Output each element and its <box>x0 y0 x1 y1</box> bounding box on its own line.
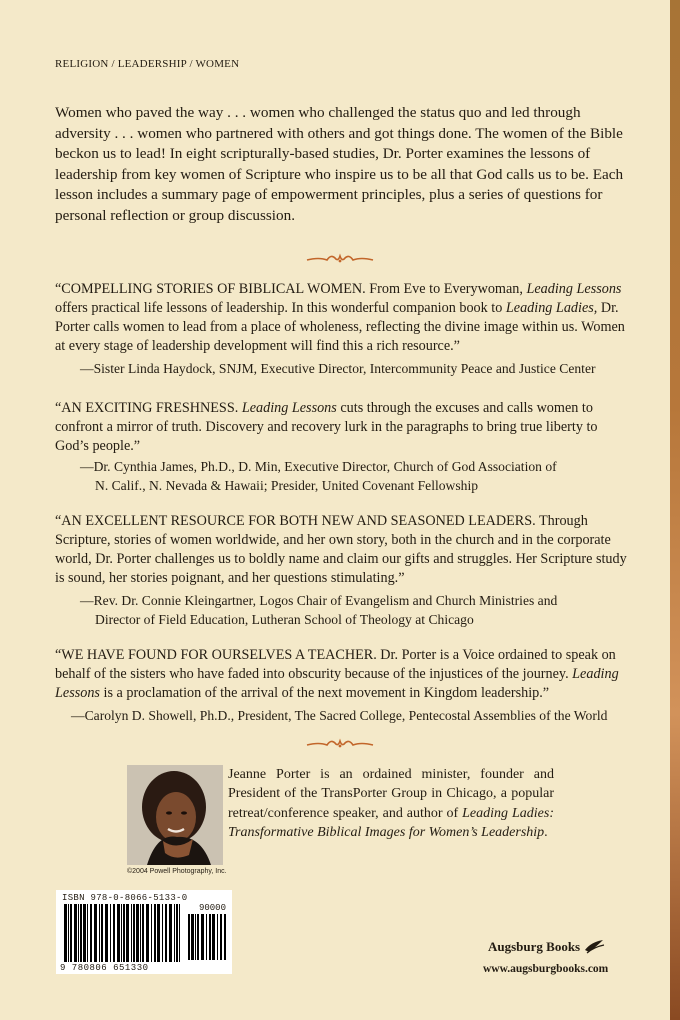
ornament-flourish-icon <box>305 737 375 751</box>
barcode-bar <box>142 904 144 962</box>
publisher-name: Augsburg Books <box>488 938 605 955</box>
barcode-bar <box>121 904 122 962</box>
barcode-bar <box>169 904 172 962</box>
barcode-bar <box>176 904 178 962</box>
barcode-bar <box>117 904 120 962</box>
barcode-bar <box>195 914 196 960</box>
barcode-bar <box>131 904 132 962</box>
barcode-bar <box>174 904 175 962</box>
barcode-bar <box>74 904 77 962</box>
barcode-bar <box>188 914 190 960</box>
publisher-url: www.augsburgbooks.com <box>483 963 609 975</box>
barcode-bar <box>217 914 218 960</box>
barcode-bar <box>165 904 167 962</box>
barcode-bar <box>101 904 103 962</box>
author-bio: Jeanne Porter is an ordained minister, founder and President of the TransPorter Group in Chicago, a popular retreat/conference speaker, and author of Leading Ladies: Transformative Biblical Images for Women’s Leadership. <box>228 767 554 840</box>
endorsement-quote: “COMPELLING STORIES OF BIBLICAL WOMEN. From Eve to Everywoman, Leading Lessons offers practical life lessons of leadership. In this wonderful companion book to Leading Ladies, Dr. Porter calls women to lead from a place of wholeness, reflecting the divine image within us. Women at every stage of leadership development will find this a rich resource.” <box>55 281 625 354</box>
barcode-bar <box>212 914 215 960</box>
isbn-label: ISBN 978-0-8066-5133-0 <box>62 893 188 903</box>
barcode-bar <box>87 904 88 962</box>
barcode-bar <box>113 904 115 962</box>
barcode-bar <box>220 914 222 960</box>
ornament-flourish-icon <box>305 252 375 266</box>
barcode-bar <box>201 914 204 960</box>
barcode-bar <box>68 904 69 962</box>
barcode-bar <box>157 904 160 962</box>
barcode-bar <box>162 904 163 962</box>
barcode-bar <box>136 904 139 962</box>
augsburg-logo-icon <box>583 938 605 954</box>
addon-barcode-bars <box>188 914 226 960</box>
barcode-bar <box>151 904 152 962</box>
barcode-bar <box>90 904 92 962</box>
barcode-bar <box>209 914 211 960</box>
barcode-bar <box>78 904 79 962</box>
photo-credit: ©2004 Powell Photography, Inc. <box>127 868 227 875</box>
barcode-bars <box>64 904 180 962</box>
barcode-bar <box>146 904 149 962</box>
endorsement-quote: “WE HAVE FOUND FOR OURSELVES A TEACHER. Dr. Porter is a Voice ordained to speak on behalf of the sisters who have faded into obscurity because of the injustices of the journey. Leading Lessons is a proclamation of the arrival of the next movement in Kingdom leadership.” <box>55 647 619 701</box>
barcode-bar <box>80 904 82 962</box>
barcode-bar <box>197 914 199 960</box>
barcode-bar <box>191 914 194 960</box>
price-code: 90000 <box>198 903 226 913</box>
endorsement-quote: “AN EXCITING FRESHNESS. Leading Lessons cuts through the excuses and calls women to confront a mirror of truth. Discovery and recovery lurk in the paragraphs to bring true liberty to God’s people.” <box>55 400 598 454</box>
barcode-bar <box>99 904 100 962</box>
endorsement-attribution: —Rev. Dr. Connie Kleingartner, Logos Chair of Evangelism and Church Ministries and Director of Field Education, Lutheran School of Theology at Chicago <box>80 593 558 627</box>
category-label: RELIGION / LEADERSHIP / WOMEN <box>55 58 240 70</box>
endorsement-attribution: —Carolyn D. Showell, Ph.D., President, The Sacred College, Pentecostal Assemblies of the World <box>71 708 608 723</box>
author-photo <box>127 765 223 865</box>
barcode-bar <box>179 904 180 962</box>
spine-edge <box>670 0 680 1020</box>
barcode-bar <box>70 904 72 962</box>
endorsement-quote: “AN EXCELLENT RESOURCE FOR BOTH NEW AND SEASONED LEADERS. Through Scripture, stories of women worldwide, and her own story, both in the church and in the corporate world, Dr. Porter challenges us to boldly name and claim our gifts and struggles. Her Scripture study is sound, her stories poignant, and her questions stimulating.” <box>55 513 627 586</box>
barcode-bar <box>224 914 226 960</box>
barcode-digits: 9 780806 651330 <box>60 963 149 973</box>
barcode-bar <box>140 904 141 962</box>
barcode-bar <box>105 904 108 962</box>
endorsement-attribution: —Sister Linda Haydock, SNJM, Executive Director, Intercommunity Peace and Justice Center <box>80 361 596 376</box>
barcode-bar <box>110 904 111 962</box>
isbn-barcode <box>56 890 232 974</box>
endorsement-attribution: —Dr. Cynthia James, Ph.D., D. Min, Executive Director, Church of God Association of N. Calif., N. Nevada & Hawaii; Presider, United Covenant Fellowship <box>80 459 557 493</box>
barcode-bar <box>154 904 156 962</box>
barcode-bar <box>206 914 207 960</box>
barcode-bar <box>133 904 135 962</box>
book-description: Women who paved the way . . . women who challenged the status quo and led through adversity . . . women who partnered with others and got things done. The women of the Bible beckon us to lead! In eight scripturally-based studies, Dr. Porter examines the lessons of leadership from key women of Scripture who inspire us to be all that God calls us to be. Each lesson includes a summary page of empowerment principles, plus a series of questions for personal reflection or group discussion. <box>55 104 624 224</box>
barcode-bar <box>83 904 86 962</box>
barcode-bar <box>94 904 97 962</box>
barcode-bar <box>64 904 67 962</box>
barcode-bar <box>126 904 129 962</box>
barcode-bar <box>123 904 125 962</box>
